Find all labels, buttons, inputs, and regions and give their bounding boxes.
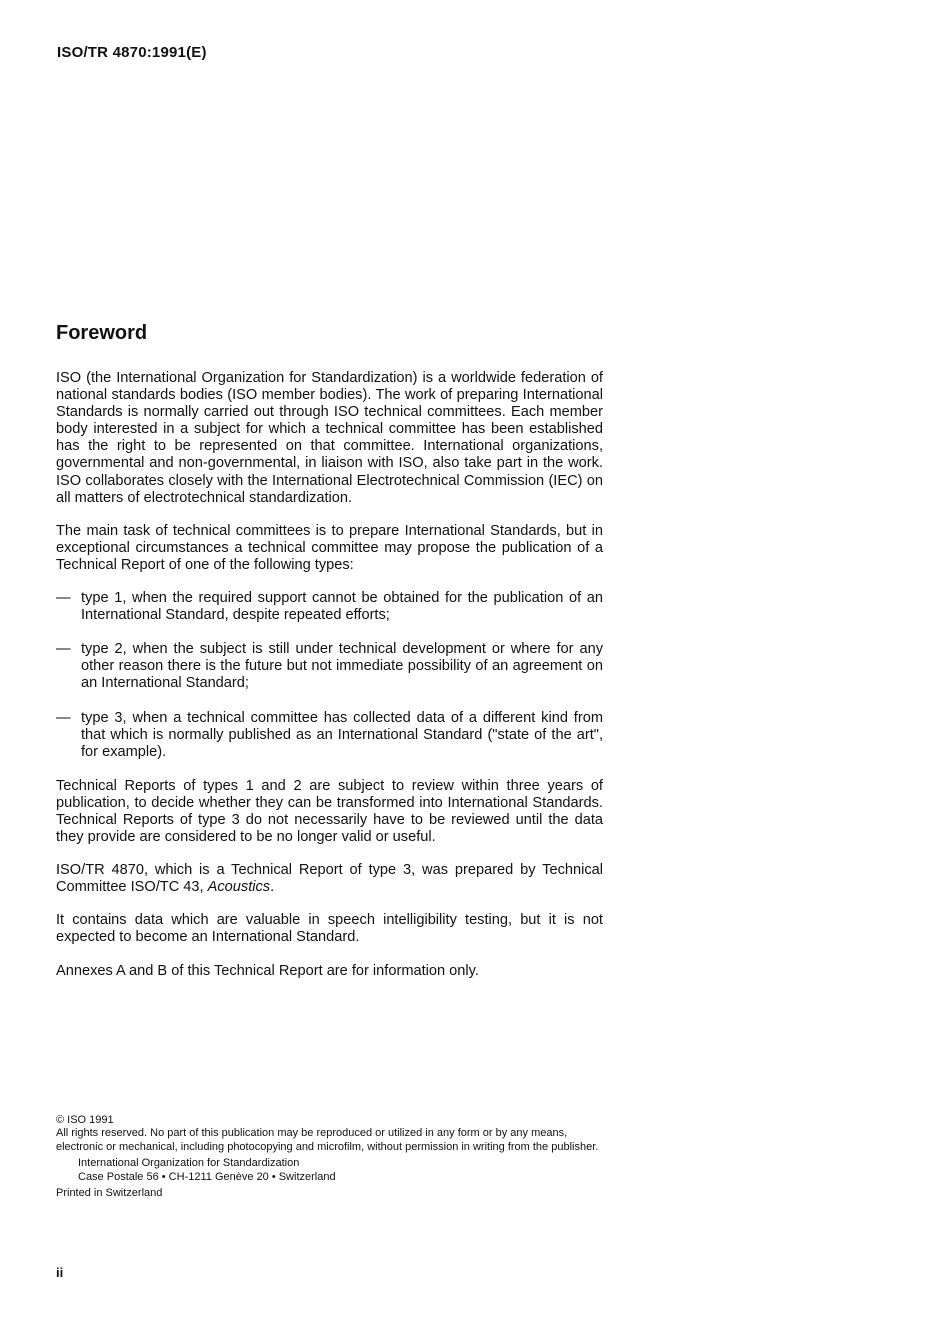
dash-bullet: — [56,641,71,658]
report-type-item-2 [56,641,603,692]
foreword-paragraph-1: ISO (the International Organization for Standardization) is a worldwide federation of national standards bodies (ISO member bodies). The work of preparing International Standards is normally carried out through ISO technical committees. Each member body interested in a subject for which a technical committee has been established has the right to be represented on that committee. International organizations, governmental and non-governmental, in liaison with ISO, also take part in the work. ISO collaborates closely with the International Electrotechnical Commission (IEC) on all matters of electrotechnical standardization. [56,370,603,506]
dash-bullet: — [56,590,71,607]
foreword-paragraph-2: The main task of technical committees is to prepare International Standards, but in exceptional circumstances a technical committee may propose the publication of a Technical Report of one of the following types: [56,522,603,573]
document-identifier: ISO/TR 4870:1991(E) [57,44,207,61]
page-number: ii [56,1265,64,1280]
report-types-list [56,590,603,761]
report-type-text: type 2, when the subject is still under technical development or where for any other reason there is the future but not immediate possibility of an agreement on an International Standard; [81,641,603,692]
copyright-block [56,1114,604,1200]
copyright-line: © ISO 1991 [56,1114,114,1126]
report-type-item-1 [56,590,603,624]
paragraph-4-text: ISO/TR 4870, which is a Technical Report of type 3, was prepared by Technical Committee ISO/TC 43, [56,862,603,896]
foreword-paragraph-3: Technical Reports of types 1 and 2 are subject to review within three years of publication, to decide whether they can be transformed into International Standards. Technical Reports of type 3 do not necessarily have to be reviewed until the data they provide are considered to be no longer valid or useful. [56,777,603,846]
foreword-paragraph-5: It contains data which are valuable in speech intelligibility testing, but it is not expected to become an International Standard. [56,912,603,946]
publisher-address: Case Postale 56 • CH-1211 Genève 20 • Switzerland [78,1170,336,1183]
report-type-item-3 [56,710,603,761]
report-type-text: type 3, when a technical committee has collected data of a different kind from that which is normally published as an International Standard ("state of the art", for example). [81,709,603,760]
report-type-text: type 1, when the required support cannot be obtained for the publication of an International Standard, despite repeated efforts; [81,590,603,624]
paragraph-4-end: . [270,879,275,896]
foreword-body [56,370,603,996]
printed-in: Printed in Switzerland [56,1187,163,1200]
foreword-paragraph-6: Annexes A and B of this Technical Report are for information only. [56,962,479,979]
dash-bullet: — [56,709,71,726]
foreword-heading: Foreword [56,322,148,344]
publisher-name: International Organization for Standardization [78,1157,300,1170]
committee-subject: Acoustics [207,879,271,896]
rights-statement: All rights reserved. No part of this publication may be reproduced or utilized in any form or by any means, electronic or mechanical, including photocopying and microfilm, without permission in writing from the publisher. [56,1127,599,1153]
foreword-paragraph-4 [56,862,603,896]
